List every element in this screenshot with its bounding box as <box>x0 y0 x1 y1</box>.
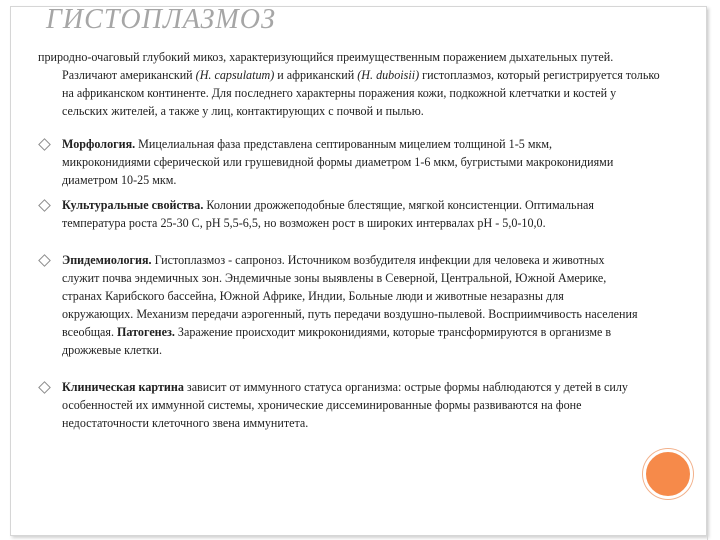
intro-text-3: гистоплазмоз, который регистрируется только на африканском континенте. Для последнего характерны поражения кожи, подкожной клетчатки и костей у сельских жителей, а также у лиц, контактирующих с почвой и пылью. <box>62 68 660 118</box>
intro-species-1: (H. capsulatum) <box>195 68 275 82</box>
slide-right-rail <box>707 10 708 540</box>
bullet-text: Гистоплазмоз - сапроноз. Источником возбудителя инфекции для человека и животных служит почва эндемичных зон. Эндемичные зоны выявлены в Северной, Центральной, Южной Америке, странах Карибского бассейна, Южной Африке, Индии, Больные люди и животные незаразны для окружающих. Механизм передачи аэрогенный, путь передачи воздушно-пылевой. Восприимчивость населения всеобщая. <box>62 253 638 339</box>
intro-text-2: и африканский <box>274 68 358 82</box>
orange-circle-decoration <box>643 449 693 499</box>
bullet-heading: Культуральные свойства. <box>62 198 204 212</box>
bullet-morphology <box>38 135 638 189</box>
diamond-bullet-icon <box>38 254 51 267</box>
bullet-epidemiology <box>38 251 638 359</box>
bullet-text: Колонии дрожжеподобные блестящие, мягкой консистенции. Оптимальная температура роста 25-30 С, рН 5,5-6,5, но возможен рост в широких интервалах рН - 5,0-10,0. <box>62 198 594 230</box>
intro-text-1: природно-очаговый глубокий микоз, характеризующийся преимущественным поражением дыхательных путей. Различают американский <box>38 50 614 82</box>
intro-paragraph <box>38 48 660 120</box>
bullet-text: зависит от иммунного статуса организма: острые формы наблюдаются у детей в силу особенностей их иммунной системы, хронические диссеминированные формы развиваются на фоне недостаточности клеточного звена иммунитета. <box>62 380 628 430</box>
bullet-heading: Клиническая картина <box>62 380 184 394</box>
bullet-text: Мицелиальная фаза представлена септированным мицелием толщиной 1-5 мкм, микроконидиями сферической или грушевидной формы диаметром 1-6 мкм, бугристыми макроконидиями диаметром 10-25 мкм. <box>62 137 614 187</box>
bullet-text-2: Заражение происходит микроконидиями, которые трансформируются в организме в дрожжевые клетки. <box>62 325 612 357</box>
slide-title: ГИСТОПЛАЗМОЗ <box>46 4 276 35</box>
bullet-subheading: Патогенез. <box>117 325 175 339</box>
bullet-clinical <box>38 378 638 432</box>
bullet-heading: Эпидемиология. <box>62 253 152 267</box>
bullet-heading: Морфология. <box>62 137 136 151</box>
diamond-bullet-icon <box>38 199 51 212</box>
diamond-bullet-icon <box>38 381 51 394</box>
intro-species-2: (H. duboisii) <box>357 68 420 82</box>
diamond-bullet-icon <box>38 138 51 151</box>
bullet-culture <box>38 196 638 232</box>
